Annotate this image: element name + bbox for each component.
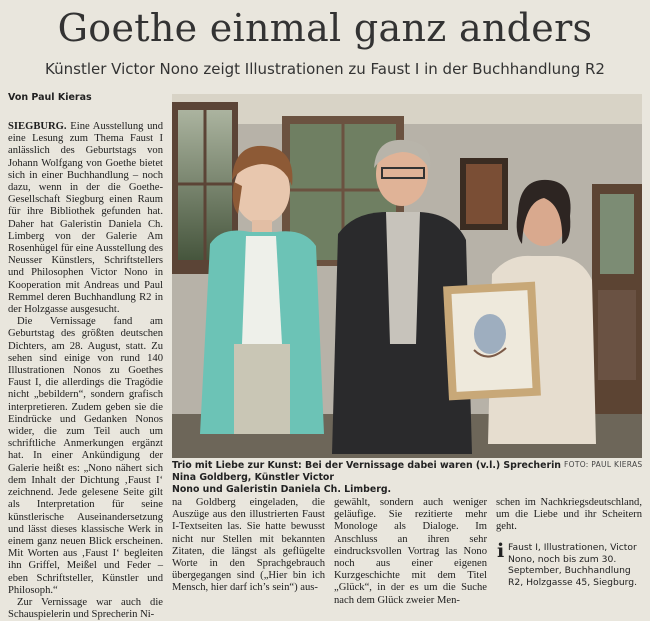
subheadline: Künstler Victor Nono zeigt Illustrationen zu Faust I in der Buchhandlung R2 [45,60,605,78]
article-column-2 [172,497,325,593]
article-column-4 [496,497,642,537]
caption-line-2: Nono und Galeristin Daniela Ch. Limberg. [172,484,392,495]
paragraph-1: Eine Ausstellung und eine Lesung zum Thema Faust I anlässlich des Geburtstags von Johann Wolfgang von Goethe bietet sich in einer Buchhandlung – noch dazu, wenn in der die Goethe-Gesellschaft Siegburg einen Raum für ihre Bibliothek gefunden hat. Daher hat Galeristin Daniela Ch. Limberg von der Galerie Am Rosenhügel für eine Ausstellung des Neusser Künstlers, Schriftstellers und Philosophen Victor Nono in Kooperation mit Andreas und Paul Remmel deren Buchhandlung R2 in der Holzgasse ausgesucht. [8,121,163,316]
article-photo [172,94,642,458]
paragraph-3: Zur Vernissage war auch die Schauspielerin und Sprecherin Ni- [8,596,163,621]
info-box [496,541,642,591]
framed-illustration [443,282,541,401]
info-icon: i [497,540,505,562]
photo-credit: FOTO: PAUL KIERAS [564,460,643,469]
dateline: SIEGBURG. [8,121,67,132]
byline: Von Paul Kieras [8,92,92,103]
column-4-text: schen im Nachkriegsdeutschland, um die Liebe und ihr Scheitern geht. [496,497,642,533]
info-text: Faust I, Illustrationen, Victor Nono, noch bis zum 30. September, Buchhandlung R2, Holzgasse 45, Siegburg. [508,542,638,588]
column-3-text: gewählt, sondern auch weniger geläufige. Sie rezitierte mehr Monologe als Dialoge. Im Anschluss an ihren sehr eindrucksvollen Vortrag las Nono noch aus einer eigenen Kurzgeschichte mit dem Titel „Glück“, in der es um die Suche nach dem Glück zweier Men- [334,497,487,606]
column-2-text: na Goldberg eingeladen, die Auszüge aus den illustrierten Faust I-Textseiten las. Sie hatte bewusst nicht nur Stellen mit bekannten Zitaten, die längst als geflügelte Worte in den Sprachgebrauch übergegangen sind („Hier bin ich Mensch, hier darf ich’s sein“) aus- [172,497,325,594]
caption-line-1: Trio mit Liebe zur Kunst: Bei der Vernissage dabei waren (v.l.) Sprecherin Nina Goldberg, Künstler Victor [172,460,561,483]
paragraph-2: Die Vernissage fand am Geburtstag des größten deutschen Dichters, am 28. August, statt. Zu sehen sind einige von rund 140 Illustrationen Nonos zu Goethes Faust I, die allerdings die Tragödie nicht „bebildern“, sondern grafisch interpretieren. Zudem geben sie die Eindrücke und Gedanken Nonos wider, die zum Teil auch um schriftliche Anmerkungen ergänzt hat. In einer Ankündigung der Galerie heißt es: „Nono nähert sich dem Inhalt der Dichtung ‚Faust I‘ zeichnend. Jede gelesene Seite gilt als Interpretation für seine künstlerische Auseinandersetzung und lässt dieses klassische Werk in einem ganz neuen Blick erscheinen. Mit Worten aus ‚Faust I‘ begleiten ihn Griffel, Meißel und Feder – eben Schriftsteller, Künstler und Philosoph.“ [8,316,163,596]
headline: Goethe einmal ganz anders [57,6,593,50]
article-column-3 [334,497,487,606]
article-column-1 [8,121,163,621]
photo-caption [172,460,562,496]
